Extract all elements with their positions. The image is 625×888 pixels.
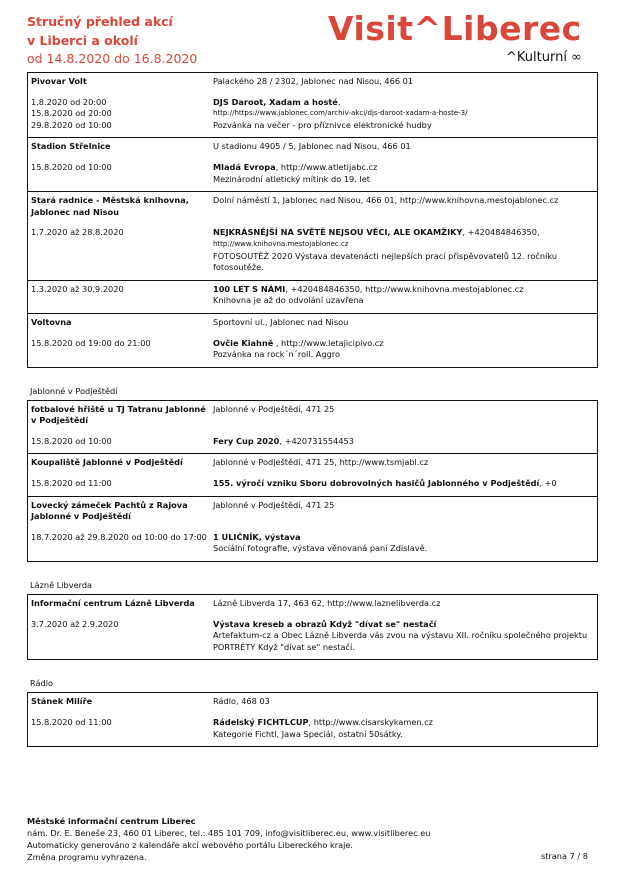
footer-disclaimer: Změna programu vyhrazena. <box>27 852 147 862</box>
venue-name: Stará radnice - Městská knihovna, Jablonec nad Nisou <box>31 195 189 217</box>
event-row <box>28 478 598 496</box>
event-title[interactable]: NEJKRÁSNĚJŠÍ NA SVĚTĚ NEJSOU VĚCI, ALE OKAMŽIKY <box>213 227 463 238</box>
event-description: Artefaktum-cz a Obec Lázně Libverda vás zvou na výstavu XII. ročníku společného projektu PORTRÉTY Když "dívat se" nestačí. <box>213 630 588 652</box>
event-date: 15.8.2020 od 11:00 <box>31 478 112 489</box>
event-title-line <box>213 162 597 174</box>
title-line-2: v Liberci a okolí <box>27 33 138 48</box>
venue-row <box>28 454 598 478</box>
event-date: 15.8.2020 od 10:00 <box>31 161 112 172</box>
event-date: 15.8.2020 od 20:00 <box>31 108 112 119</box>
event-row <box>28 619 598 660</box>
event-date: 1.8.2020 od 20:00 <box>31 96 107 107</box>
venue-name: fotbalové hřiště u TJ Tatranu Jablonné v Podještědí <box>31 403 206 426</box>
event-contact: , http://www.letajicipivo.cz <box>273 337 384 348</box>
event-title-line <box>213 532 597 544</box>
section-location-label: Jablonné v Podještědí <box>30 385 118 396</box>
visit-liberec-logo: Visit^Liberec <box>328 9 582 48</box>
event-date: 29.8.2020 od 10:00 <box>31 119 112 130</box>
event-row <box>28 280 598 313</box>
event-title-line <box>213 284 597 296</box>
event-date: 1.7.2020 až 28.8.2020 <box>31 227 124 238</box>
event-row <box>28 338 598 368</box>
event-date: 15.8.2020 od 19:00 do 21:00 <box>31 337 151 348</box>
title-line-1: Stručný přehled akcí <box>27 14 173 29</box>
event-url-link[interactable]: http://https://www.jablonec.com/archiv-akci/djs-daroot-xadam-a-hoste-3/ <box>213 109 468 118</box>
event-description: Knihovna je až do odvolání uzavřena <box>213 295 364 306</box>
footer-organization: Městské informační centrum Liberec <box>27 816 196 826</box>
venue-table <box>27 692 598 747</box>
document-title <box>27 12 173 50</box>
venue-row <box>28 313 598 337</box>
event-description: Mezinárodní atletický mítink do 19. let <box>213 173 370 184</box>
event-title-line <box>213 717 597 729</box>
venue-table <box>27 72 598 368</box>
venue-address: Sportovní ul., Jablonec nad Nisou <box>213 316 349 327</box>
venue-address: Lázně Libverda 17, 463 62, http://www.laznelibverda.cz <box>213 598 441 609</box>
section <box>27 669 598 747</box>
venue-name: Stánek Milíře <box>31 696 93 707</box>
section <box>27 571 598 660</box>
venue-address: Palackého 28 / 2302, Jablonec nad Nisou, 466 01 <box>213 76 414 86</box>
event-listing <box>27 72 598 756</box>
event-date: 1.3.2020 až 30.9.2020 <box>31 283 124 294</box>
event-row <box>28 227 598 280</box>
event-description: Sociální fotografie, výstava věnovaná paní Zdislavě. <box>213 543 428 554</box>
venue-name: Pivovar Volt <box>31 76 87 86</box>
event-row <box>28 162 598 192</box>
logo-subtitle: ^Kulturní ∞ <box>506 50 582 65</box>
venue-address: Jablonné v Podještědí, 471 25, http://www.tsmjabl.cz <box>213 457 429 468</box>
event-contact: , +0 <box>539 478 557 489</box>
section <box>27 72 598 368</box>
venue-row <box>28 400 598 436</box>
venue-name: Informační centrum Lázně Libverda <box>31 598 195 609</box>
event-title-line <box>213 436 597 448</box>
event-title-line <box>213 478 597 490</box>
event-title[interactable]: 100 LET S NÁMI <box>213 283 286 294</box>
event-title[interactable]: Fery Cup 2020 <box>213 435 280 446</box>
event-title-line <box>213 97 597 109</box>
event-contact: , <box>337 96 341 107</box>
footer-address: nám. Dr. E. Beneše 23, 460 01 Liberec, tel.: 485 101 709, info@visitliberec.eu, www.visitliberec.eu <box>27 828 431 838</box>
venue-row <box>28 496 598 532</box>
venue-name: Voltovna <box>31 316 72 327</box>
event-description: Pozvánka na rock´n´roll. Aggro <box>213 349 340 360</box>
venue-address: Jablonné v Podještědí, 471 25 <box>213 403 335 414</box>
event-url-link[interactable]: http://www.knihovna.mestojablonec.cz <box>213 239 349 248</box>
event-description: Pozvánka na večer - pro příznivce elektronické hudby <box>213 119 432 130</box>
footer-generated-note: Automaticky generováno z kalendáře akcí webového portálu Libereckého kraje. <box>27 840 354 850</box>
venue-row <box>28 693 598 717</box>
event-title[interactable]: Mladá Evropa <box>213 161 276 172</box>
venue-table <box>27 400 598 562</box>
venue-name: Stadion Střelnice <box>31 141 111 152</box>
event-title[interactable]: DJS Daroot, Xadam a hosté <box>213 96 338 107</box>
event-title[interactable]: 155. výročí vzniku Sboru dobrovolných hasičů Jablonného v Podještědí <box>213 478 540 489</box>
venue-row <box>28 192 598 228</box>
event-title[interactable]: Rádelský FICHTLCUP <box>213 717 309 727</box>
event-description: FOTOSOUTĚŽ 2020 Výstava devatenácti nejlepších prací přispěvovatelů 12. ročníku fotosoutěže. <box>213 250 558 273</box>
event-title[interactable]: Ovčie Kiahně <box>213 337 274 348</box>
event-title[interactable]: 1 ULIČNÍK, výstava <box>213 531 301 542</box>
event-date: 15.8.2020 od 11:00 <box>31 717 112 727</box>
venue-table <box>27 594 598 660</box>
event-contact: , +420484846350, <box>462 227 540 238</box>
event-row <box>28 532 598 562</box>
venue-address: Jablonné v Podještědí, 471 25 <box>213 499 335 510</box>
venue-name: Lovecký zámeček Pachtů z Rajova Jablonné v Podještědí <box>31 499 188 522</box>
event-title[interactable]: Výstava kreseb a obrazů Když "dívat se" nestačí <box>213 618 437 629</box>
event-date: 18.7.2020 až 29.8.2020 od 10:00 do 17:00 <box>31 531 207 542</box>
venue-row <box>28 138 598 162</box>
event-contact: , +420484846350, http://www.knihovna.mestojablonec.cz <box>285 283 524 294</box>
date-range: od 14.8.2020 do 16.8.2020 <box>27 51 198 66</box>
event-title-line <box>213 227 597 239</box>
venue-address: U stadionu 4905 / 5, Jablonec nad Nisou, 466 01 <box>213 141 411 152</box>
venue-name: Koupaliště Jablonné v Podještědí <box>31 457 183 468</box>
section-location-label: Lázně Libverda <box>30 580 93 591</box>
venue-row <box>28 73 598 97</box>
event-row <box>28 717 598 747</box>
venue-row <box>28 595 598 619</box>
page-number: strana 7 / 8 <box>540 851 588 861</box>
event-contact: , http://www.atletijabc.cz <box>275 161 378 172</box>
event-title-line <box>213 619 597 631</box>
event-contact: , http://www.cisarskykamen.cz <box>308 717 433 727</box>
event-date: 3.7.2020 až 2.9.2020 <box>31 618 119 629</box>
event-row <box>28 97 598 138</box>
venue-address: Dolní náměstí 1, Jablonec nad Nisou, 466 01, http://www.knihovna.mestojablonec.cz <box>213 195 559 206</box>
section <box>27 377 598 562</box>
venue-address: Rádlo, 468 03 <box>213 696 270 707</box>
event-row <box>28 436 598 454</box>
page-footer <box>27 815 598 863</box>
event-description: Kategorie Fichtl, Jawa Speciál, ostatní 50sátky. <box>213 728 403 739</box>
event-date: 15.8.2020 od 10:00 <box>31 435 112 446</box>
page-header <box>0 0 625 70</box>
event-contact: , +420731554453 <box>279 435 354 446</box>
section-location-label: Rádlo <box>30 678 54 689</box>
event-title-line <box>213 338 597 350</box>
